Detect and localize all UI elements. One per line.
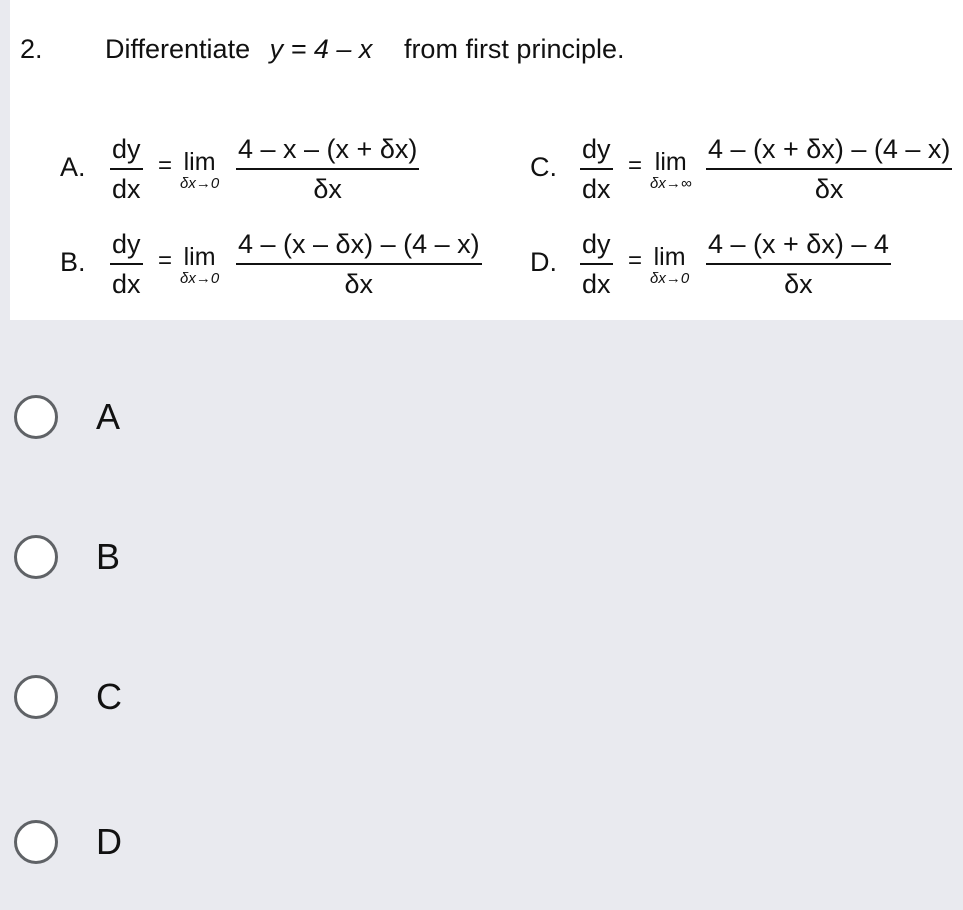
limit-subscript: δx→∞ [650,175,692,192]
formula-c [530,130,960,210]
choice-b[interactable] [10,525,510,595]
radio-button-a[interactable] [14,395,58,439]
choice-a[interactable] [10,385,510,455]
radio-button-c[interactable] [14,675,58,719]
formula-label: D. [530,247,557,277]
question-stem-equation: y = 4 – x [269,34,373,64]
dydx-fraction [580,225,613,303]
dydx-numerator: dy [112,229,141,259]
equals-sign: = [158,247,173,274]
choice-label-a: A [96,396,121,437]
dydx-fraction [110,225,143,303]
limit [180,148,219,192]
choice-label-c: C [96,676,122,717]
dydx-numerator: dy [582,229,611,259]
dydx-denominator: dx [582,174,611,204]
dydx-numerator: dy [112,134,141,164]
choice-label-b: B [96,536,121,577]
limit-subscript: δx→0 [180,270,220,287]
fraction-numerator: 4 – x – (x + δx) [238,134,418,164]
limit [650,148,692,192]
radio-button-b[interactable] [14,535,58,579]
limit [180,243,219,287]
limit [650,243,689,287]
question-stem-prefix: Differentiate [105,34,251,64]
limit-word: lim [654,148,687,176]
limit-fraction [706,130,952,208]
limit-word: lim [183,243,216,271]
limit-subscript: δx→0 [180,175,220,192]
fraction-numerator: 4 – (x + δx) – (4 – x) [708,134,951,164]
formula-a [60,130,480,210]
dydx-fraction [110,130,143,208]
fraction-denominator: δx [814,174,844,204]
formula-label: C. [530,152,557,182]
radio-button-d[interactable] [14,820,58,864]
dydx-denominator: dx [112,269,141,299]
fraction-numerator: 4 – (x – δx) – (4 – x) [238,229,480,259]
formula-d [530,225,930,305]
limit-fraction [236,225,482,303]
limit-fraction [236,130,419,208]
dydx-denominator: dx [582,269,611,299]
fraction-numerator: 4 – (x + δx) – 4 [708,229,889,259]
question-number: 2. [20,34,43,64]
choice-d[interactable] [10,810,510,880]
limit-subscript: δx→0 [650,270,690,287]
equals-sign: = [628,152,643,179]
formula-label: B. [60,247,86,277]
equals-sign: = [628,247,643,274]
dydx-denominator: dx [112,174,141,204]
limit-word: lim [653,243,686,271]
dydx-fraction [580,130,613,208]
formula-b [60,225,500,305]
question-stem [105,34,625,65]
limit-fraction [706,225,891,303]
dydx-numerator: dy [582,134,611,164]
fraction-denominator: δx [784,269,813,299]
choice-label-d: D [96,821,122,862]
choice-c[interactable] [10,665,510,735]
limit-word: lim [183,148,216,176]
question-stem-suffix: from first principle. [403,34,625,64]
fraction-denominator: δx [313,174,342,204]
equals-sign: = [158,152,173,179]
formula-label: A. [60,152,86,182]
fraction-denominator: δx [344,269,374,299]
question-card [10,0,963,320]
